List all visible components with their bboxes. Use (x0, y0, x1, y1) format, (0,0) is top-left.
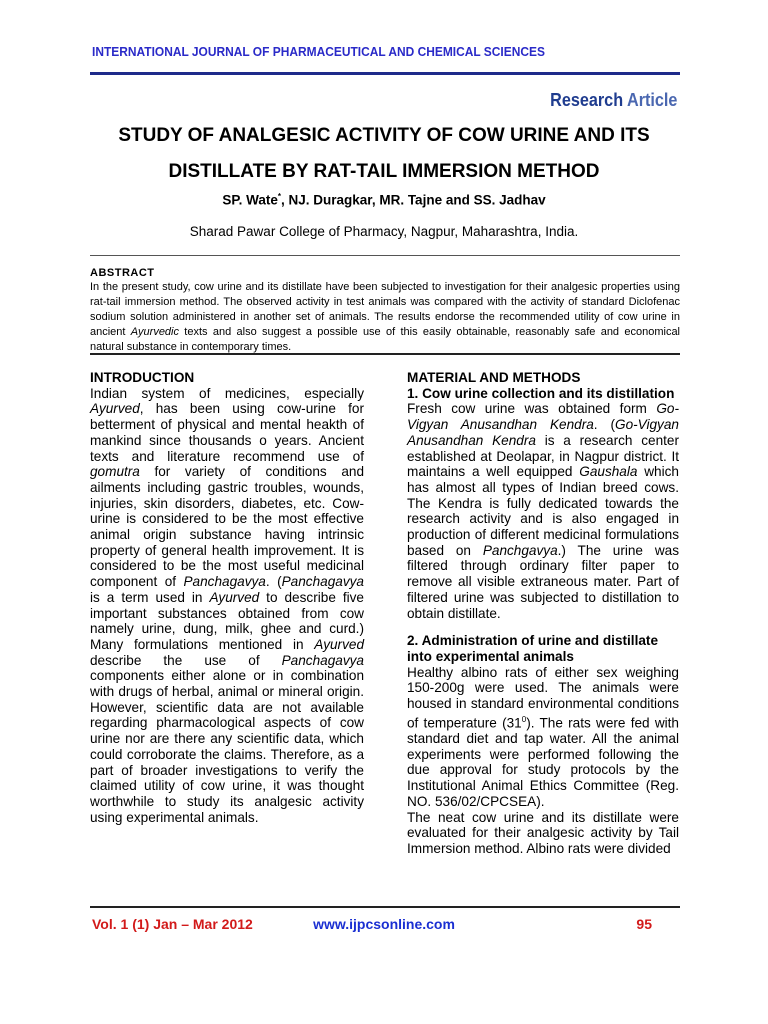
footer-page-number: 95 (636, 916, 652, 932)
left-column (90, 370, 364, 825)
body-text: Indian system of medicines, especially (90, 385, 364, 401)
superscript-text: 0 (521, 714, 527, 724)
introduction-heading: INTRODUCTION (90, 370, 195, 385)
footer-volume: Vol. 1 (1) Jan – Mar 2012 (92, 916, 253, 932)
other-authors: , NJ. Duragkar, MR. Tajne and SS. Jadhav (281, 192, 546, 208)
introduction-paragraph (90, 386, 364, 826)
body-text: . ( (593, 417, 615, 433)
first-author: SP. Wate (222, 192, 278, 208)
journal-title: INTERNATIONAL JOURNAL OF PHARMACEUTICAL AND CHEMICAL SCIENCES (92, 44, 545, 59)
italic-term: Ayurved (314, 636, 364, 652)
body-text: describe the use of (90, 652, 282, 668)
subsection-2-paragraph (407, 665, 679, 810)
body-text: is a research center established at Deolapar, in Nagpur district. It maintains a well equipped (407, 432, 679, 480)
italic-term: Panchagavya (183, 574, 266, 590)
article-type-word-2: Article (622, 90, 677, 110)
footer-website-link[interactable]: www.ijpcsonline.com (313, 916, 455, 932)
italic-term: Panchgavya (482, 542, 558, 558)
italic-term: Gaushala (579, 464, 638, 480)
paper-title-line-2: DISTILLATE BY RAT-TAIL IMMERSION METHOD (168, 161, 600, 182)
abstract-text-2: texts and also suggest a possible use of this easily obtainable, reasonably safe and economical natural substance in contemporary times. (90, 326, 681, 353)
abstract-heading: ABSTRACT (90, 267, 155, 279)
paper-title-line-1: STUDY OF ANALGESIC ACTIVITY OF COW URINE AND ITS (118, 125, 650, 146)
abstract-rule (90, 353, 680, 355)
corresponding-mark: * (277, 192, 282, 201)
article-type-word-1: Research (549, 90, 623, 110)
body-text: which has almost all types of Indian breed cows. The Kendra is fully dedicated towards the research activity and is also engaged in production of different medicinal formulations based on (407, 464, 679, 558)
italic-term: Ayurved (90, 401, 140, 417)
body-text: components either alone or in combination with drugs of herbal, animal or mineral origin. However, scientific data are not available regarding pharmacological aspects of cow urine nor are there any scientific data, which could corroborate the claims. Therefore, as a part of broader investigations to verify the claimed utility of cow urine, it was thought worthwhile to study its analgesic activity using experimental animals. (90, 668, 364, 825)
header-rule (90, 72, 680, 75)
methods-heading: MATERIAL AND METHODS (407, 370, 581, 385)
body-text: .) The urine was filtered through ordinary filter paper to remove all visible extraneous mater. Part of filtered urine was subjected to distillation to obtain distillate. (407, 542, 679, 621)
affiliation-rule (90, 255, 680, 256)
italic-term: Ayurved (209, 589, 260, 605)
body-text: to describe five important substances obtained from cow namely urine, dung, milk, ghee and curd.) Many formulations mentioned in (90, 589, 364, 652)
italic-term: Panchagavya (281, 574, 364, 590)
subsection-2-paragraph-2: The neat cow urine and its distillate were evaluated for their analgesic activity by Tail Immersion method. Albino rats were divided (407, 809, 679, 856)
italic-term: gomutra (90, 464, 140, 480)
authors (0, 192, 768, 208)
body-text: ). The rats were fed with standard diet and tap water. All the animal experiments were performed following the due approval for study protocols by the Institutional Animal Ethics Committee (Reg. NO. 536/02/CPCSEA). (407, 715, 679, 809)
body-text: for variety of conditions and ailments including gastric troubles, wounds, injuries, skin disorders, diabetes, etc. Cow-urine is considered to be the most effective animal origin substance having intrinsic property of general health improvement. It is considered to be the most useful medicinal component of (90, 464, 364, 590)
section-gap (407, 621, 679, 633)
footer-rule (90, 906, 680, 908)
right-column (407, 370, 679, 857)
subsection-1-heading: 1. Cow urine collection and its distillation (407, 385, 675, 401)
abstract-body (90, 280, 680, 355)
italic-term: Go-Vigyan Anusandhan Kendra (407, 417, 679, 448)
article-type (550, 90, 677, 111)
body-text: . ( (265, 574, 282, 590)
abstract-text-1: In the present study, cow urine and its distillate have been subjected to investigation for their analgesic properties using rat-tail immersion method. The observed activity in test animals was compared with the activity of standard Diclofenac sodium solution administered in another set of animals. The results endorse the recommended utility of cow urine in ancient (90, 281, 680, 338)
italic-term: Panchagavya (281, 652, 364, 668)
affiliation: Sharad Pawar College of Pharmacy, Nagpur, Maharashtra, India. (189, 224, 579, 239)
subsection-2-heading: 2. Administration of urine and distillate into experimental animals (407, 633, 659, 664)
subsection-1-paragraph (407, 401, 679, 621)
body-text: is a term used in (90, 589, 210, 605)
body-text: Fresh cow urine was obtained form (407, 401, 657, 417)
body-text: , has been using cow-urine for betterment of physical and mental heakth of mankind since thousands o years. Ancient texts and literature recommend use of (90, 401, 364, 464)
italic-term: Go-Vigyan Anusandhan Kendra (407, 401, 679, 433)
abstract-italic: Ayurvedic (130, 326, 179, 338)
body-text: Healthy albino rats of either sex weighing 150-200g were used. The animals were housed in standard environmental conditions of temperature (31 (407, 664, 679, 731)
